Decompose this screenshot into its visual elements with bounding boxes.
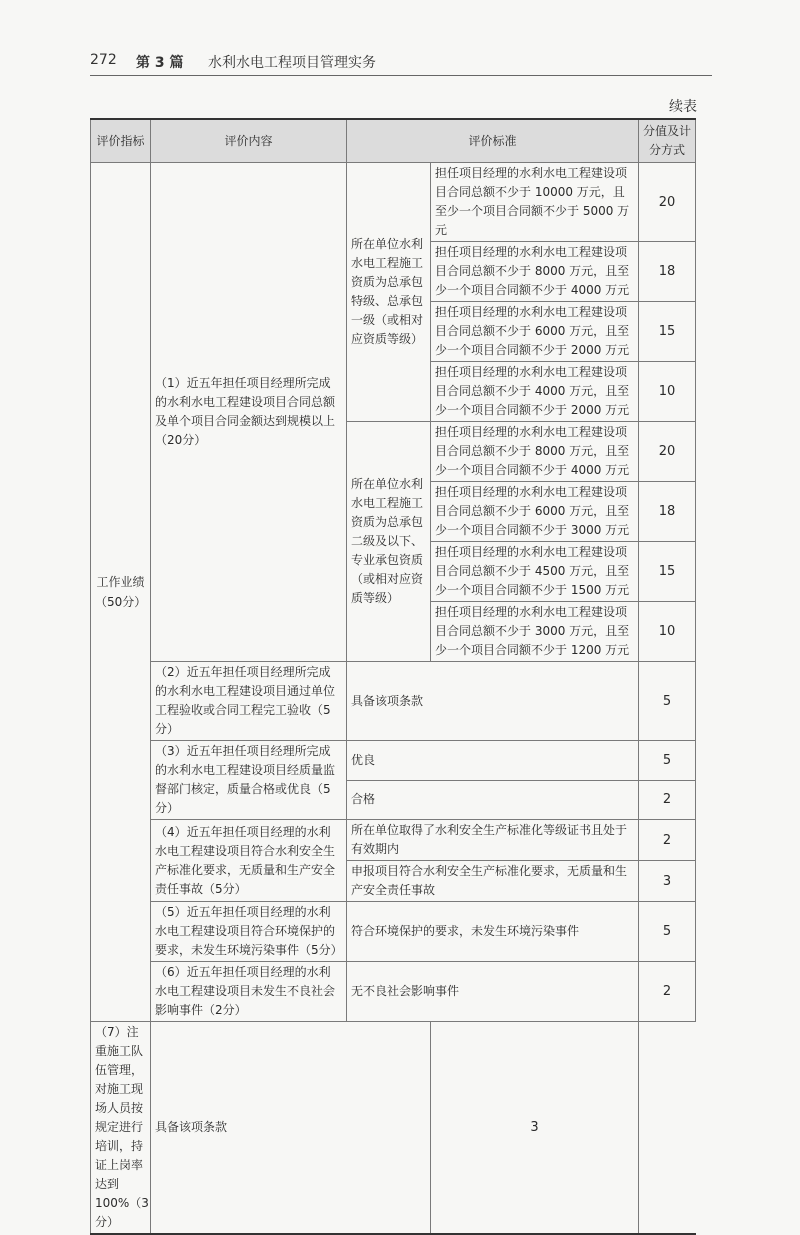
- score-cell: 20: [639, 422, 696, 482]
- criterion-cell: 申报项目符合水利安全生产标准化要求，无质量和生产安全责任事故: [347, 861, 639, 902]
- score-cell: 3: [431, 1022, 639, 1235]
- item2-content: （2）近五年担任项目经理所完成的水利水电工程建设项目通过单位工程验收或合同工程完工验收（5分）: [151, 662, 347, 741]
- group-b-qualification: 所在单位水利水电工程施工资质为总承包二级及以下、专业承包资质（或相对应资质等级）: [347, 422, 431, 662]
- criterion-cell: 无不良社会影响事件: [347, 962, 639, 1022]
- score-cell: 2: [639, 820, 696, 861]
- criterion-cell: 优良: [347, 741, 639, 781]
- continued-label: 续表: [669, 99, 697, 115]
- criterion-cell: 具备该项条款: [151, 1022, 431, 1235]
- criterion-cell: 担任项目经理的水利水电工程建设项目合同总额不少于 3000 万元，且至少一个项目合同额不少于 1200 万元: [431, 602, 639, 662]
- score-cell: 18: [639, 242, 696, 302]
- score-cell: 2: [639, 780, 696, 820]
- score-cell: 5: [639, 741, 696, 781]
- score-cell: 5: [639, 902, 696, 962]
- criterion-cell: 担任项目经理的水利水电工程建设项目合同总额不少于 8000 万元，且至少一个项目合同额不少于 4000 万元: [431, 422, 639, 482]
- item3-content: （3）近五年担任项目经理所完成的水利水电工程建设项目经质量监督部门核定，质量合格或优良（5分）: [151, 741, 347, 820]
- score-cell: 20: [639, 163, 696, 242]
- score-cell: 18: [639, 482, 696, 542]
- criterion-cell: 符合环境保护的要求，未发生环境污染事件: [347, 902, 639, 962]
- criterion-cell: 所在单位取得了水利安全生产标准化等级证书且处于有效期内: [347, 820, 639, 861]
- criterion-cell: 担任项目经理的水利水电工程建设项目合同总额不少于 4500 万元，且至少一个项目合同额不少于 1500 万元: [431, 542, 639, 602]
- table-header-row: [91, 119, 696, 163]
- item4-content: （4）近五年担任项目经理的水利水电工程建设项目符合水利安全生产标准化要求，无质量和生产安全责任事故（5分）: [151, 820, 347, 902]
- score-cell: 15: [639, 302, 696, 362]
- chapter-label: 第 3 篇: [136, 55, 184, 71]
- criterion-cell: 担任项目经理的水利水电工程建设项目合同总额不少于 4000 万元，且至少一个项目合同额不少于 2000 万元: [431, 362, 639, 422]
- criterion-cell: 担任项目经理的水利水电工程建设项目合同总额不少于 8000 万元，且至少一个项目合同额不少于 4000 万元: [431, 242, 639, 302]
- table-row: [91, 741, 696, 781]
- item1-content: （1）近五年担任项目经理所完成的水利水电工程建设项目合同总额及单个项目合同金额达到规模以上（20分）: [151, 163, 347, 662]
- criterion-cell: 担任项目经理的水利水电工程建设项目合同总额不少于 10000 万元，且至少一个项目合同额不少于 5000 万元: [431, 163, 639, 242]
- group-a-qualification: 所在单位水利水电工程施工资质为总承包特级、总承包一级（或相对应资质等级）: [347, 163, 431, 422]
- score-cell: 5: [639, 662, 696, 741]
- score-cell: 10: [639, 362, 696, 422]
- table-row: [91, 902, 696, 962]
- criterion-cell: 担任项目经理的水利水电工程建设项目合同总额不少于 6000 万元，且至少一个项目合同额不少于 3000 万元: [431, 482, 639, 542]
- criterion-cell: 合格: [347, 780, 639, 820]
- header-rule: [90, 75, 712, 76]
- table-row: [91, 962, 696, 1022]
- item6-content: （6）近五年担任项目经理的水利水电工程建设项目未发生不良社会影响事件（2分）: [151, 962, 347, 1022]
- criterion-cell: 担任项目经理的水利水电工程建设项目合同总额不少于 6000 万元，且至少一个项目合同额不少于 2000 万元: [431, 302, 639, 362]
- col-header-score: 分值及计分方式: [639, 119, 696, 163]
- col-header-criteria: 评价标准: [347, 119, 639, 163]
- indicator-cell: 工作业绩（50分）: [91, 163, 151, 1022]
- page-title: 水利水电工程项目管理实务: [208, 55, 376, 71]
- col-header-content: 评价内容: [151, 119, 347, 163]
- score-cell: 15: [639, 542, 696, 602]
- table-row: [91, 820, 696, 861]
- table-row: [91, 1022, 696, 1235]
- page-header: [90, 52, 710, 76]
- table-row: [91, 662, 696, 741]
- page-number: 272: [90, 52, 117, 68]
- evaluation-table: [90, 118, 696, 1235]
- score-cell: 10: [639, 602, 696, 662]
- score-cell: 3: [639, 861, 696, 902]
- item7-content: （7）注重施工队伍管理，对施工现场人员按规定进行培训，持证上岗率达到 100%（3分）: [91, 1022, 151, 1235]
- criterion-cell: 具备该项条款: [347, 662, 639, 741]
- table-row: [91, 163, 696, 242]
- item5-content: （5）近五年担任项目经理的水利水电工程建设项目符合环境保护的要求，未发生环境污染事件（5分）: [151, 902, 347, 962]
- score-cell: 2: [639, 962, 696, 1022]
- col-header-indicator: 评价指标: [91, 119, 151, 163]
